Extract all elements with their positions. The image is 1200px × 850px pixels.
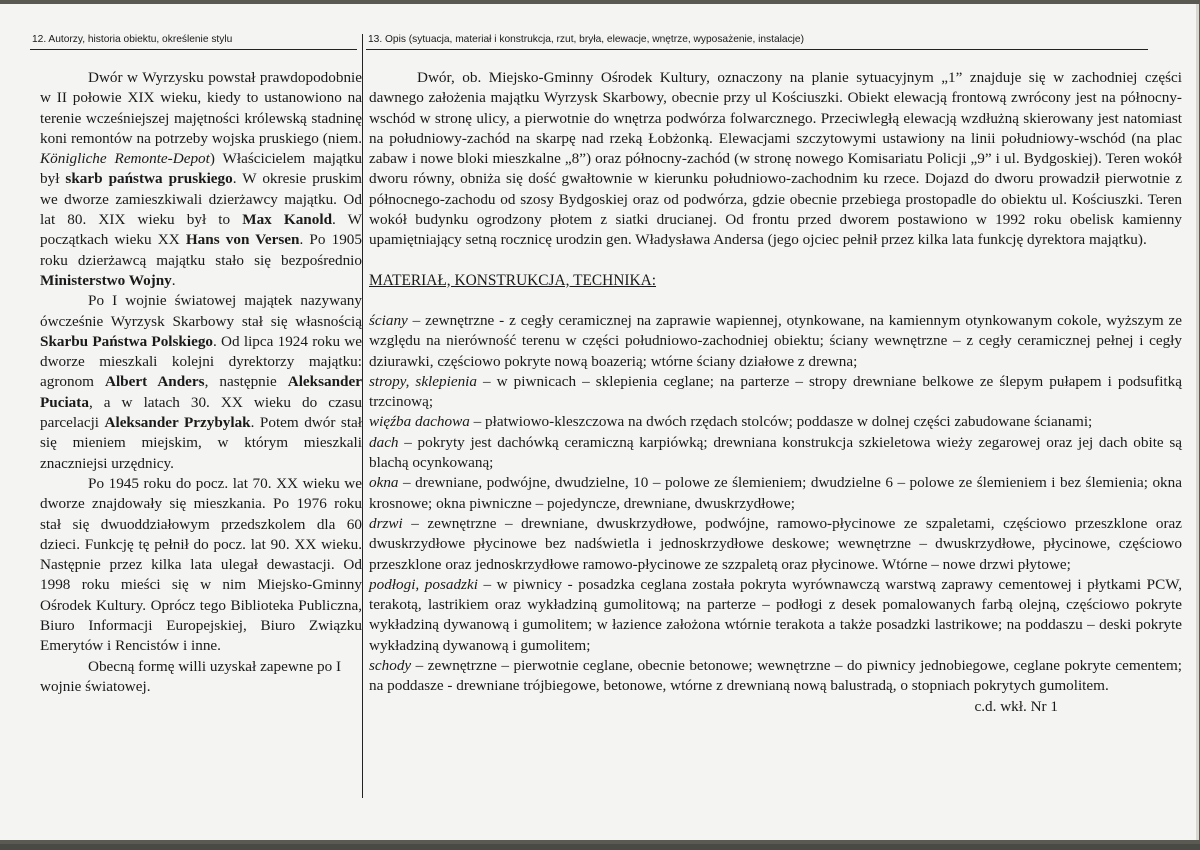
material-item — [369, 412, 1182, 432]
material-term: więźba dachowa — [369, 413, 470, 431]
materials-list — [369, 311, 1182, 715]
history-paragraph-4: Obecną formę willi uzyskał zapewne po I wojnie światowej. — [40, 657, 342, 695]
material-description: – zewnętrzne – drewniane, dwuskrzydłowe, podwójne, ramowo-płycinowe ze szpaletami, częściowo przeszklone oraz dwuskrzydłowe płycinowe bez nadświetla i jednoskrzydłowe deskowe; wewnętrzne – dwuskrzydłowe, płycinowe, częściowo przeszklone oraz jednoskrzydłowe ramowo-płycinowe ze szzpaletą oraz płycinowe. Wtórne – nowe drzwi płytowe; — [369, 514, 1182, 573]
material-description: – płatwiowo-kleszczowa na dwóch rzędach stolców; poddasze w dolnej części zabudowane ścianami; — [469, 413, 1093, 431]
material-item — [369, 656, 1182, 715]
material-item — [369, 514, 1182, 575]
material-description: – drewniane, podwójne, dwudzielne, 10 – polowe ze ślemieniem; dwudzielne 6 – polowe ze ślemieniem i bez ślemienia; okna krosnowe; okna piwniczne – pojedyncze, drewniane, dwuskrzydłowe; — [369, 474, 1182, 512]
scan-edge — [0, 844, 1200, 850]
material-term: drzwi — [369, 514, 403, 532]
section-header-13: 13. Opis (sytuacja, materiał i konstrukcja, rzut, bryła, elewacje, wnętrze, wyposażenie, instalacje) — [366, 33, 1148, 50]
history-column — [40, 68, 362, 697]
material-term: dach — [369, 433, 399, 451]
material-item — [369, 372, 1182, 413]
history-paragraph-1: Dwór w Wyrzysku powstał prawdopodobnie w II połowie XIX wieku, kiedy to ustanowiono na terenie wcześniejszej majętności królewską stadninę koni remontów na potrzeby wojska pruskiego (niem. Königliche Remonte-Depot) Właścicielem majątku był skarb państwa pruskiego. W okresie pruskim we dworze zamieszkiwali dzierżawcy majątku. Od lat 80. XIX wieku był to Max Kanold. W początkach wieku XX Hans von Versen. Po 1905 roku dzierżawcą majątku stało się bezpośrednio Ministerstwo Wojny. — [40, 69, 362, 289]
history-paragraph-2: Po I wojnie światowej majątek nazywany ówcześnie Wyrzysk Skarbowy stał się własnością Skarbu Państwa Polskiego. Od lipca 1924 roku we dworze mieszkali kolejni dyrektorzy majątku: agronom Albert Anders, następnie Aleksander Puciata, a w latach 30. XX wieku do czasu parcelacji Aleksander Przybylak. Potem dwór stał się mieniem miejskim, w którym mieszkali znaczniejsi urzędnicy. — [40, 292, 362, 472]
description-column — [369, 68, 1182, 717]
material-description: – zewnętrzne - z cegły ceramicznej na zaprawie wapiennej, otynkowane, na kamiennym otynkowanym cokole, wyższym ze względu na nierówność terenu w części południowo-zachodniej obiektu; ściany wewnętrzne – z cegły ceramicznej pełnej i cegły dziurawki, częściowo pokryte nową boazerią; wtórne ściany działowe z drewna; — [369, 311, 1182, 370]
section-header-12: 12. Autorzy, historia obiektu, określenie stylu — [30, 33, 357, 50]
continuation-note: c.d. wkł. Nr 1 — [974, 697, 1058, 715]
material-description: – w piwnicy - posadzka ceglana została pokryta wyrównawczą warstwą zaprawy cementowej i płytkami PCW, terakotą, lastrikiem oraz wykładziną gumolitową; na parterze – podłogi z desek pomalowanych farbą olejną, częściowo pokryte wykładziną dywanową i gumolitem; w łazience założona wtórnie terakota a także posadzki lastrikowe; na poddaszu – deski pokryte wykładziną dywanową i gumolitem; — [369, 575, 1182, 654]
material-item — [369, 311, 1182, 372]
material-term: okna — [369, 474, 399, 492]
material-term: ściany — [369, 311, 408, 329]
material-item — [369, 433, 1182, 474]
material-description: – w piwnicach – sklepienia ceglane; na parterze – stropy drewniane belkowe ze ślepym pułapem i podsufitką trzcinową; — [369, 372, 1182, 411]
material-term: podłogi, posadzki — [369, 575, 478, 593]
material-description: – zewnętrzne – pierwotnie ceglane, obecnie betonowe; wewnętrzne – do piwnicy jednobiegowe, ceglane pokryte cementem; na poddasze - drewniane trójbiegowe, betonowe, wtórne z drewnianą nową balustradą, o stopniach pokrytych gumolitem. — [369, 657, 1182, 695]
material-term: schody — [369, 657, 412, 675]
material-description: – pokryty jest dachówką ceramiczną karpiówką; drewniana konstrukcja szkieletowa wieży zegarowej oraz jej dach obite są blachą ocynkowaną; — [369, 433, 1182, 472]
description-intro: Dwór, ob. Miejsko-Gminny Ośrodek Kultury, oznaczony na planie sytuacyjnym „1” znajduje się w zachodniej części dawnego założenia majątku Wyrzysk Skarbowy, obecnie przy ul Kościuszki. Obiekt elewacją frontową zwrócony jest na północny-wschód w stronę ulicy, a pierwotnie do wnętrza podwórza folwarcznego. Przeciwległą elewacją wzdłużną skierowany jest natomiast na południowy-zachód na skarpę nad rzeką Łobżonką. Elewacjami szczytowymi ustawiony na linii południowy-wschód (na plac zabaw i nowe bloki mieszkalne „8”) oraz północny-zachód (w stronę nowego Komisariatu Policji „9” i ul. Bydgoskiej). Teren wokół dworu równy, obniża się dość gwałtownie w kierunku południowo-zachodnim ku rzece. Dojazd do dworu prowadził pierwotnie z północnego-zachodu od szosy Bydgoskiej oraz od podwórza, gdzie obecnie przebiega prostopadle do obiektu ul. Kościuszki. Teren wokół budynku ogrodzony płotem z siatki drucianej. Od frontu przed dworem postawiono w 1992 roku obelisk kamienny upamiętniający setną rocznicę urodzin gen. Władysława Andersa (jego ojciec pełnił przez kilka lata funkcję dyrektora majątku). — [369, 69, 1182, 249]
column-divider — [362, 34, 363, 798]
materials-section-title: MATERIAŁ, KONSTRUKCJA, TECHNIKA: — [369, 271, 657, 289]
document-page — [0, 4, 1199, 840]
history-paragraph-3: Po 1945 roku do pocz. lat 70. XX wieku we dworze znajdowały się mieszkania. Po 1976 roku stał się dwuoddziałowym przedszkolem dla 60 dzieci. Funkcję tę pełnił do pocz. lat 90. XX wieku. Następnie przez kilka lata ulegał dewastacji. Od 1998 roku mieści się w nim Miejsko-Gminny Ośrodek Kultury. Oprócz tego Biblioteka Publiczna, Biuro Informacji Europejskiej, Biuro Związku Emerytów i Rencistów i inne. — [40, 474, 362, 655]
material-term: stropy, sklepienia — [369, 372, 477, 390]
material-item — [369, 473, 1182, 514]
material-item — [369, 575, 1182, 656]
